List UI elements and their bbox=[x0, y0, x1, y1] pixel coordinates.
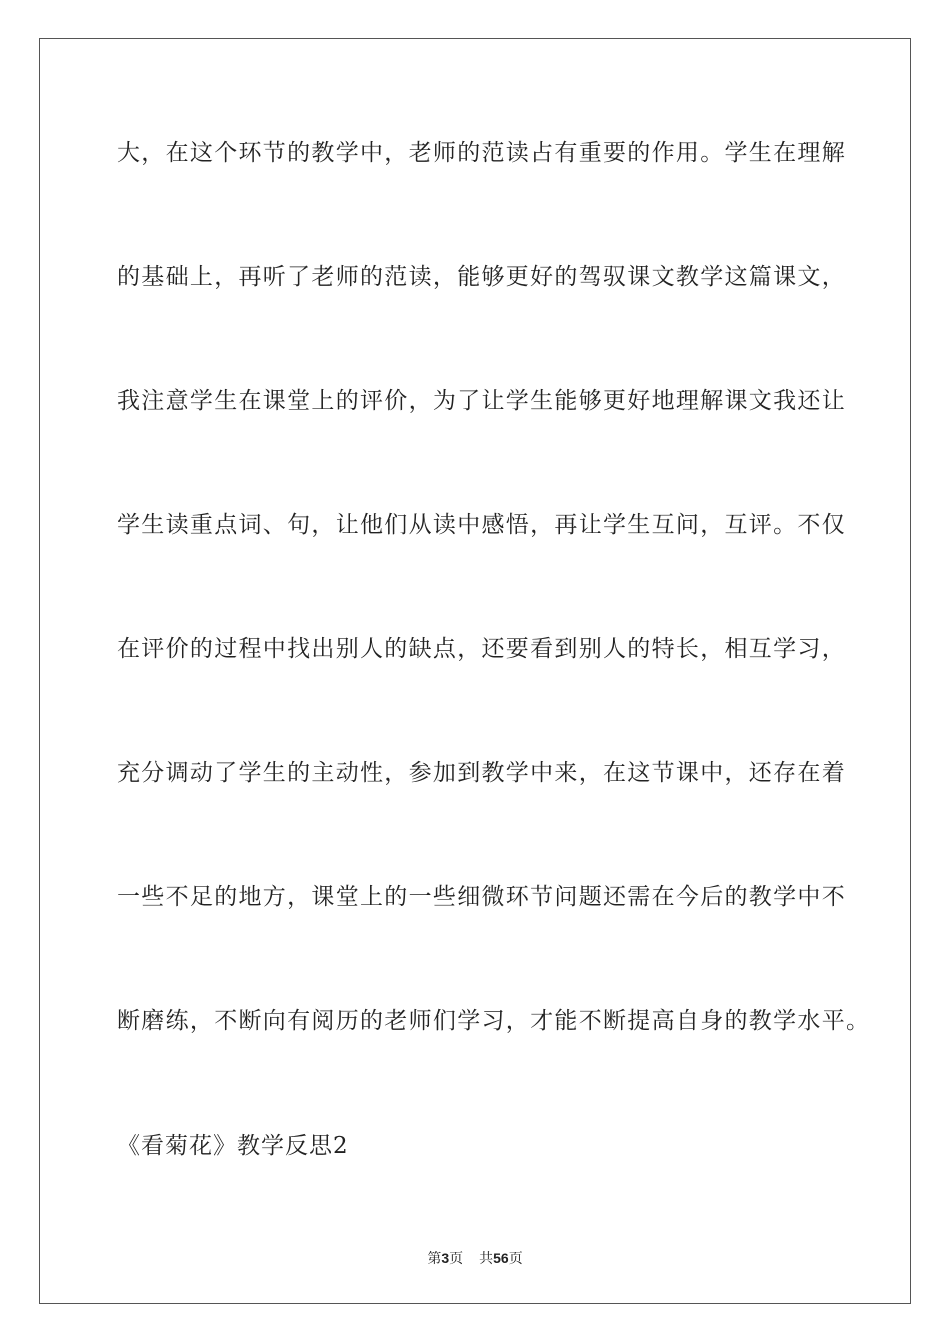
total-prefix: 共 bbox=[479, 1251, 494, 1267]
section-heading: 《看菊花》教学反思2 bbox=[117, 1133, 349, 1159]
page-footer bbox=[0, 1248, 950, 1269]
paragraph-line-2: 的基础上，再听了老师的范读，能够更好的驾驭课文教学这篇课文， bbox=[117, 264, 846, 290]
paragraph-line-1: 大，在这个环节的教学中，老师的范读占有重要的作用。学生在理解 bbox=[117, 140, 846, 166]
paragraph-line-3: 我注意学生在课堂上的评价，为了让学生能够更好地理解课文我还让 bbox=[117, 388, 846, 414]
page-unit: 页 bbox=[449, 1251, 464, 1267]
page-number: 3 bbox=[441, 1250, 450, 1266]
paragraph-line-7: 一些不足的地方，课堂上的一些细微环节问题还需在今后的教学中不 bbox=[117, 884, 846, 910]
total-pages: 56 bbox=[493, 1250, 509, 1266]
page-border bbox=[39, 38, 911, 1304]
page-prefix: 第 bbox=[427, 1251, 442, 1267]
paragraph-line-4: 学生读重点词、句，让他们从读中感悟，再让学生互问，互评。不仅 bbox=[117, 512, 846, 538]
paragraph-line-6: 充分调动了学生的主动性，参加到教学中来，在这节课中，还存在着 bbox=[117, 760, 846, 786]
paragraph-line-8: 断磨练，不断向有阅历的老师们学习，才能不断提高自身的教学水平。 bbox=[117, 1008, 871, 1034]
paragraph-line-5: 在评价的过程中找出别人的缺点，还要看到别人的特长，相互学习， bbox=[117, 636, 846, 662]
total-unit: 页 bbox=[508, 1251, 523, 1267]
